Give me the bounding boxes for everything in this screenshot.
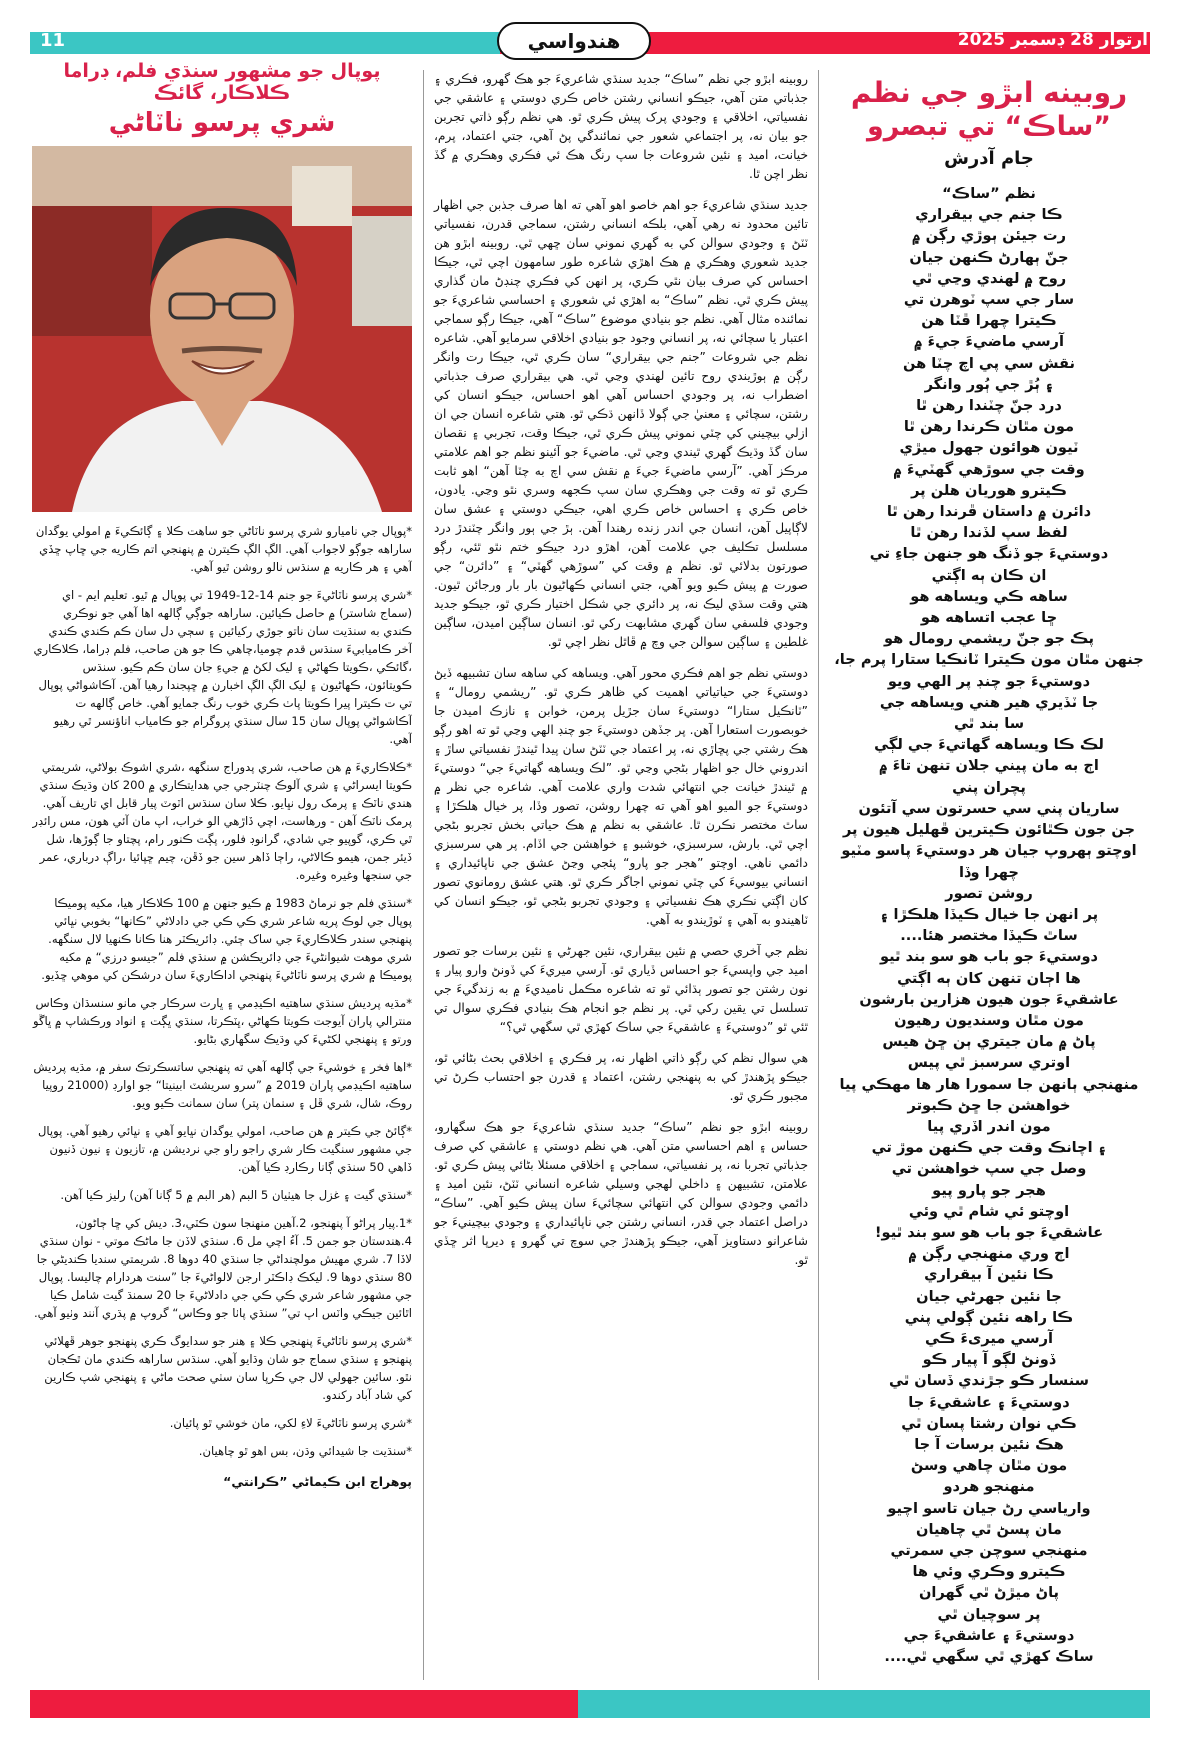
profile-paragraph: *سنڌي فلم جو نرماڻ 1983 ۾ ڪيو جنهن ۾ 100 ڪلاڪار هيا، مکيه پوميڪا پوپال جي لوڪ پريه شاعر شري ڪي ڪي جي دادلاڻي ”ڪانها“ بخوبي نڀائي پنهنجي سندر ڪلاڪاريءَ جي ساک ڄئي. ڊائريڪٽر هنا ڪانا ڪنهيا لال سنگهه. شري موهت شيوانڻيءَ جي ڊائريڪشن ۾ سنڌي فلم ”جيسو درزي“ ۾ مکيه پوميڪا ۾ شري پرسو ناٽاڻيءَ پنهنجي اداڪاريءَ سان درشڪن کي موهي ڇڏيو. bbox=[41, 896, 412, 982]
poem-line: ڏونڻ لڳو آ پيار ڪو bbox=[922, 1351, 1056, 1369]
poem-line: ڪيترا چهرا ڦٽا هن bbox=[921, 312, 1057, 330]
poem-body bbox=[830, 183, 1148, 1667]
poem-line: سا بند ٿي bbox=[953, 715, 1025, 733]
poem-line: وصل جي سپ خواهشن تي bbox=[891, 1160, 1087, 1178]
poem-line: ۽ اچانڪ وقت جي ڪنهن موڙ تي bbox=[871, 1139, 1107, 1157]
poem-line: چهرا وڏا bbox=[959, 863, 1019, 881]
masthead-logo: هندواسي bbox=[497, 22, 651, 60]
profile-paragraph: *شري پرسو ناٽاڻيءَ پنهنجي ڪلا ۽ هنر جو سدايوگ ڪري پنهنجو جوهر ڦهلائي پنهنجو ۽ سنڌي سماج جو شان وڌايو آهي. سنڌس ساراهه ڪندي مان ٿڪجان نٿو. سائين جهولي لال جي ڪرپا سان سٺي صحت ماڻي ۽ پنهنجي شپ ڪارين کي شاد آباد رکندو. bbox=[44, 1334, 412, 1402]
poem-line: عاشقيءَ جون هيون هزارين بارشون bbox=[859, 990, 1119, 1008]
poem-line: ساڪ کهڙي ٿي سگهي ٿي.... bbox=[884, 1648, 1094, 1666]
poem-line: سار جي سپ ٽوهرن تي bbox=[903, 291, 1075, 309]
portrait-illustration bbox=[32, 146, 412, 512]
profile-paragraph: *ڳائڻ جي ڪيتر ۾ هن صاحب، امولي يوگدان نڀايو آهي ۽ نڀائي رهيو آهي. پوپال جي مشهور سنگيت ڪار شري راجو راو جي نرديشن ۾، تازيون ۽ نيون ڏنيون ڏاهي 50 سنڌي ڳانا رڪارڊ ڪيا آهن. bbox=[37, 1124, 412, 1174]
byline: جام آدرش bbox=[944, 148, 1034, 169]
poem-line: ساريان پني سي حسرتون سي آتئون bbox=[858, 799, 1120, 817]
poem-line: لفظ سپ لڏندا رهن ٿا bbox=[910, 524, 1068, 542]
poem-line: نظم ”ساڪ“ bbox=[942, 185, 1036, 202]
poem-line: ڪيترو هوريان هلن پر bbox=[911, 481, 1067, 499]
profile-paragraph: *شري پرسو ناٽاڻيءَ جو جنم 14-12-1949 تي پوپال ۾ ٿيو. تعليم ايم - اي (سماج شاستر) ۾ حاصل ڪيائين. ساراهه جوڳي ڳالهه اها آهي جو نوڪري ڪندي به سنڌيت سان ناتو جوڙي رکيائين ۽ سڄي دل سان ڪم ڪندي ڪندي آخر ڪاميابيءَ سنڌس قدم چوميا،چاهي ڪا جو هن صاحب، فلم ڊراما، ڪلاڪاري ،گائڪي ،ڪويتا ڪهاڻي ۽ ليک لکڻ ۾ جيءِ جان سان ڪم ڪيو. سنڌس ڪويتائون، ڪهاڻيون ۽ ليک الڳ الڳ اخبارن ۾ ڇپجندا رهيا آهن. آڪاشواڻي پوپال تي ت ڪيترا پيرا ڪويتا پاٺ ڪري خوب رنگ جمايو آهي. خاص ڳالهه ت آڪاشواڻي پوپال سان 15 سال سنڌي پروگرام جو ڪامياب اناؤنسر ٿي رهيو آهي. bbox=[33, 588, 412, 746]
poem-line: هجر جو پارو پيو bbox=[932, 1181, 1046, 1199]
profile-paragraph: *پوپال جي ناميارو شري پرسو ناٽاڻي جو ساهت ڪلا ۽ ڳائڪيءَ ۾ امولي يوگدان ساراهه جوڳو لاجواب آهي. الڳ الڳ ڪيترن ۾ پنهنجي اتم ڪاريه جي ڇاپ ڇڏي آهي ۽ هر ڪاريه ۾ سنڌس نالو روشن ٿيو آهي. bbox=[35, 524, 412, 574]
article-paragraph: روبينه ابڙو جي نظم ”ساڪ“ جديد سنڌي شاعريءَ جو هڪ گهرو، فڪري ۽ جذباتي متن آهي، جيڪو انساني رشتن خاص ڪري دوستي ۽ عاشقي جي نفسياتي، اخلاقي ۽ وجودي پرک پيش ڪري ٿو. هي نظم رڳو ذاتي تجربن جو بيان نه، پر اجتماعي شعور جي نمائندگي پڻ آهي، جتي اعتماد، پرم، خيانت، اميد ۽ نئين شروعات جا سپ رنگ هڪ ئي فڪري وهڪري ۾ گڏ نظر اچن ٿا. bbox=[434, 72, 808, 181]
poem-line: رت جيئن ٻوڙي رڳن ۾ bbox=[912, 227, 1066, 245]
poem-line: مون مٿان چاهي وسڻ bbox=[910, 1457, 1068, 1475]
poem-line: اڄ وري منهنجي رڳن ۾ bbox=[908, 1245, 1070, 1263]
poem-line: اڄ به مان پيني جلان تنهن تاءَ ۾ bbox=[879, 757, 1099, 775]
signature: پوهراج ابن ڪيماڻي ”ڪرانتي“ bbox=[223, 1474, 412, 1489]
poem-line: ڇا عجب اتساهه هو bbox=[920, 609, 1058, 627]
profile-paragraph: *اها فخر ۽ خوشيءَ جي ڳالهه آهي ته پنهنجي ساتسڪرتڪ سفر ۾، مڌيه پرديش ساهتيه اڪيڊمي پاران 2019 ۾ ”سرو سريشٽ ابينيتا“ جو اوارڊ (21000 روپيا روڪ، شال، شري ڦل ۽ سنمان پتر) سان سمانت ڪيو ويو. bbox=[33, 1060, 412, 1110]
poem-column bbox=[830, 72, 1148, 1682]
poem-line: وارياسي رڻ جيان تاسو اچيو bbox=[887, 1499, 1091, 1517]
profile-paragraph: *سنڌي گيت ۽ غزل جا هيٺيان 5 البم (هر البم ۾ 5 ڳانا آهن) رليز ڪيا آهن. bbox=[60, 1188, 412, 1202]
poem-line: سنسار ڪو جڙندي ڏسان ٿي bbox=[888, 1372, 1090, 1390]
poem-line: ڪا نئين آ بيقراري bbox=[924, 1266, 1054, 1284]
poem-line: اوچتو ئي شام ٿي وئي bbox=[908, 1202, 1070, 1220]
poem-line: ڪي نوان رشتا پسان ٿي bbox=[901, 1414, 1077, 1432]
review-article bbox=[423, 70, 819, 1680]
poem-line: ساٿ ڪيڏا مختصر هئا.... bbox=[900, 927, 1078, 945]
poem-line: ڪا جنم جي بيقراري bbox=[915, 206, 1063, 224]
footer-bar-teal bbox=[578, 1690, 1150, 1718]
poem-line: دوستيءَ ۽ عاشقيءَ جا bbox=[908, 1393, 1070, 1411]
poem-line: هڪ نئين برسات آ جا bbox=[914, 1435, 1064, 1453]
poem-line: ان ڪان ٻه اڳتي bbox=[931, 566, 1047, 584]
poem-line: پڪ جو جنّ ريشمي رومال هو bbox=[884, 630, 1094, 648]
profile-heading-line1: پوپال جو مشهور سنڌي فلم، ڊراما ڪلاڪار، گائڪ bbox=[63, 60, 381, 104]
poem-line: منهنجي سوچن جي سمرتي bbox=[890, 1542, 1088, 1559]
poem-line: جنّ ٻهارڻ ڪنهن جيان bbox=[909, 248, 1069, 266]
poem-line: نقش سي پي اچ چٽا هن bbox=[902, 354, 1076, 372]
poem-line: ٽيون هوائون جهول ميڙي bbox=[899, 439, 1079, 457]
profile-paragraph: *مڌيه پرديش سنڌي ساهتيه اڪيڊمي ۽ ڀارت سرڪار جي مانو سنسڌان وڪاس منترالي پاران آيوجت ڪويتا ڪهاڻي ،ڀٽڪرتا، سنڌي ڀڳت ۽ انواد ورڪشاپ ۾ ڀاڱو ورتو ۽ پنهنجي لکڻيءَ کي وڌيڪ سگهاري بڻايو. bbox=[32, 996, 412, 1046]
profile-paragraph: *1.پيار پراڻو آ پنهنجو، 2.آهين منهنجا سون ڪٽي،3. ديش کي ڇا ڄاڻون، 4.هندستان جو جمن 5. آءُ اچي مل 6. سنڌي لاڏن جا ماڻڪ موتي - نوان سنڌي لاڏا 7. شري مهيش مولچنداڻي جا سنڌي 40 دوها 8. شريمتي سنديا ڪنديڻي جا 80 سنڌي دوها 9. ليکڪ ڊاڪٽر ارجن لالواڻيءَ جا ”سنت هردارام چاليسا. پوپال جي مشهور شاعر شري ڪي ڪي جي دادلاڻيءَ جا 20 سمنڌ گيت شامل ڪيا اٿائين جيڪي واٽس اپ تي” سنڌي پاٺا جو وڪاس“ گروپ ۾ پڌري آنند وٺيو آهي. bbox=[33, 1216, 412, 1320]
poem-line: آرسي ميرىءَ ڪي bbox=[924, 1329, 1054, 1347]
poem-line: دوستيءَ جو ڏنگ هو جنهن جاءِ تي bbox=[869, 545, 1109, 563]
poem-heading-line1: روبينه ابڙو جي نظم bbox=[850, 76, 1128, 109]
poem-line: مون مٿان وسنديون رهيون bbox=[894, 1011, 1084, 1029]
portrait-photo bbox=[32, 146, 412, 512]
poem-line: پر انهن جا خيال ڪيڏا هلڪڙا ۽ bbox=[879, 905, 1099, 923]
profile-paragraph: *سنڌيت جا شيدائي وڌن، بس اهو ٿو چاهيان. bbox=[198, 1444, 412, 1458]
profile-body bbox=[32, 522, 412, 1489]
article-paragraph: روبينه ابڙو جو نظم ”ساڪ“ جديد سنڌي شاعريءَ جو هڪ سگهارو، حساس ۽ اهم احساسي متن آهي. هي نظم دوستي ۽ عاشقي کي صرف جذباتي تجربا نه، پر نفسياتي، سماجي ۽ اخلاقي مسئلا بڻائي پيش ڪري ٿو. علامتن، تشبيهن ۽ داخلي لهجي وسيلي شاعره انساني ٽٽڻ، نئين اميد ۽ دائمي وجودي سوالن کي انتهائي سچائيءَ سان پيش ڪيو آهي. ”ساڪ“ دراصل اعتماد جي قدر، انساني رشتن جي ناپائيداري ۽ وجودي بيچينيءَ جو شاعرانو دستاويز آهي، جيڪو پڙهندڙ جي سوچ تي گهرو ۽ ديرپا اثر ڇڏي ٿو. bbox=[434, 1120, 808, 1267]
footer-bar bbox=[30, 1690, 1150, 1718]
poem-line: منهنجي ٻانهن جا سمورا هار ها مهڪي پيا bbox=[839, 1075, 1139, 1093]
poem-line: ۽ ٻُڙ جي ٻُور وانگر bbox=[924, 375, 1054, 393]
profile-paragraph: *ڪلاڪاريءَ ۾ هن صاحب، شري پدوراج سنگهه ،شري اشوڪ بولاڻي، شريمتي ڪويتا ايسراڻي ۽ شري آلوڪ چنٽرجي جي هدايتڪاري ۾ 200 کان وڌيڪ سنڌي هندي ناٽڪ ۽ پرمک رول نڀايو. ڪلا سان سنڌس اٽوٽ پيار قابل اي تاريف آهي. پرمک ناٽڪ آهن - ورهاست، اچي ڏاڙهي الو خراب، اپ مان آئي هون، مس رائڊر ٿي ڪري، گوپيو جي شادي، گرانوڊ فلور، پڳت ڪنور رام، پچتاو جا ڳوڙها، شل ڏيئر جمن، هيمو ڪالاڻي، راڄا ڏاهر سين جو ڏڦن، چيم ڇپائيا ،راڳ درباري، عمر جي سنجها وغيره وغيره. bbox=[32, 760, 412, 882]
poem-line: پاڻ ميڙڻ ٿي گهران bbox=[918, 1584, 1060, 1602]
poem-line: دائرن ۾ داستان ڦرندا رهن ٿا bbox=[886, 503, 1092, 521]
profile-article bbox=[32, 58, 412, 1688]
poem-line: منهنجو هردو bbox=[943, 1478, 1035, 1496]
poem-line: دوستيءَ جو چنڊ پر الهي ويو bbox=[887, 672, 1091, 690]
poem-line: درد جنّ چٽندا رهن ٿا bbox=[916, 397, 1062, 415]
poem-line: روح ۾ لهندي وڃي ٿي bbox=[911, 269, 1067, 287]
article-paragraph: هي سوال نظم کي رڳو ذاتي اظهار نه، پر فڪري ۽ اخلاقي بحث بڻائي ٿو، جيڪو پڙهندڙ کي به پنهنجي رشتن، اعتماد ۽ قدرن جو احتساب ڪرڻ تي مجبور ڪري ٿو. bbox=[434, 1051, 808, 1103]
article-paragraph: دوستي نظم جو اهم فڪري محور آهي. ويساهه کي ساهه سان تشبيهه ڏيڻ دوستيءَ جي حياتياتي اهميت کي ظاهر ڪري ٿو. ”ريشمي رومال“ ۽ ”ٽانڪيل ستارا“ دوستيءَ سان جڙيل پرمن، خوابن ۽ نازڪ اميدن جا خوبصورت استعارا آهن. پر جڏهن دوستيءَ جو چنڊ الهي وڃي ٿو ته اهو رڳو هڪ رشتي جي پڇاڙي نه، پر اعتماد جي ٽٽڻ سان پيدا ٿيندڙ نفسياتي ساڙ ۽ اندروني خال جو اظهار بڻجي وڃي ٿو. ”لڪ ويساهه گهاتيءَ جي“ دوستيءَ ۾ ٿيندڙ خيانت جي انتهائي شدت واري علامت آهي. شاعره جي نظر ۾ دوستيءَ جو الميو اهو آهي ته چهرا روشن، تصور وڏا، پر خيال هلڪڙا ۽ ساٿ مختصر نڪرن ٿا. عاشقي به نظم ۾ هڪ حياتي بخش تجربو بڻجي اچي ٿي. بارش، سرسبزي، خوشبو ۽ خواهشن جي اڏام. پر هي سرسبزي دائمي ناهي. اوچتو ”هجر جو پارو“ پئجي وڃڻ عشق جي ناپائيداري ۽ انساني بيوسيءَ کي چٽي نموني اجاگر ڪري ٿو. هتي عشق رومانوي تصور کان اڳتي نڪري هڪ نفسياتي ۽ وجودي تجربو بڻجي ٿو، جيڪو انسان کي ٽاهيندو به آهي ۽ ٽوڙيندو به آهي. bbox=[434, 666, 808, 927]
poem-line: دوستيءَ ۽ عاشقيءَ جي bbox=[903, 1626, 1075, 1644]
poem-line: پچران پني bbox=[952, 778, 1026, 796]
poem-line: اوچتو ٻهروپ جيان هر دوستيءَ پاسو مٽيو bbox=[841, 842, 1137, 860]
article-paragraph: جديد سنڌي شاعريءَ جو اهم خاصو اهو آهي ته اها صرف جذبن جي اظهار تائين محدود نه رهي آهي، بلڪه انساني رشتن، سماجي قدرن، نفسياتي ٽٽڻ ۽ وجودي سوالن کي به گهري نموني سان ڇهي ٿي. روبينه ابڙو هن جديد شعوري وهڪري ۾ هڪ اهڙي شاعره طور سامهون اچي ٿي، جيڪا احساس کي صرف بيان نٿي ڪري، پر انهن کي فڪري چنڊڻ مان گذاري پيش ڪري ٿي. نظم ”ساڪ“ به اهڙي ئي شعوري ۽ احساسي شاعريءَ جو نمائنده مثال آهي. نظم جو بنيادي موضوع ”ساڪ“ آهي، جيڪا رڳو سماجي اعتبار يا سچائي نه، پر انساني وجود جو بنيادي اخلاقي سرمايو آهي. شاعره نظم جي شروعات ”جنم جي بيقراري“ سان ڪري ٿي، جيڪا رت وانگر رڳن ۾ ٻوڙيندي روح تائين لهندي وڃي ٿي. هي بيقراري صرف جذباتي اضطراب نه، پر وجودي احساس آهي اهو احساس، جيڪو انسان کي رشتن، سچائي ۽ معنيٰ جي ڳولا ڏانهن ڌڪي ٿو. هتي شاعره انسان جي ان ازلي بيچيني کي چٽي نموني پيش ڪري ٿي، جيڪا وقت، تجربي ۽ نقصان سان گڏ وڌيڪ گهري ٿيندي وڃي ٿي. ماضيءَ جو آئينو نظم جو اهم علامتي مرڪز آهي. ”آرسي ماضيءَ جيءَ ۾ نقش سي اچ به چٽا آهن“ اهو ثابت ڪري ٿو ته وقت جي وهڪري سان سپ ڪجهه وسري نٿو وڃي. يادون، خاص ڪري ۽ احساس خاص ڪري اهي، جيڪي دوستي ۽ عشق سان لاڳاپيل آهن، انسان جي اندر زنده رهندا آهن. ٻڙ جي ٻور وانگر چٽندڙ درد مسلسل تڪليف جي علامت آهن، اهڙو درد جيڪو ختم نٿو ٿئي، رڳو صورتون بدلائي ٿو. نظم ۾ وقت کي ”سوڙهي گهٽي“ ۽ ”دائرن“ جي صورت ۾ پيش ڪيو ويو آهي، جتي انساني ڪهاڻيون بار بار ورجائن ٿيون. هتي وقت سڌي ليڪ نه، پر دائري جي شڪل اختيار ڪري ٿو، جيڪو جديد وجودي فلسفي سان گهري مشابهت رکي ٿو. انسان ساڳين اميدن، ساڳين غلطين ۽ ساڳين سوالن جي وچ ۾ ڦاٿل نظر اچي ٿو. bbox=[434, 198, 808, 649]
poem-line: ها اڄان تنهن کان ٻه اڳتي bbox=[897, 969, 1081, 987]
poem-line: خواهشن جا ڇڻ ڪبوتر bbox=[907, 1096, 1071, 1114]
poem-line: عاشقيءَ جو باب هو سو بند ٿيو! bbox=[874, 1223, 1104, 1241]
poem-line: مون اندر اڏري پيا bbox=[927, 1117, 1051, 1135]
footer-bar-red bbox=[30, 1690, 578, 1718]
issue-date: آرتوار 28 ڊسمبر 2025 bbox=[957, 30, 1148, 50]
page-number: 11 bbox=[40, 30, 66, 51]
profile-heading-line2: شري پرسو ناٽاڻي bbox=[108, 108, 336, 138]
poem-line: مان پسڻ ٿي چاهيان bbox=[916, 1520, 1062, 1538]
poem-heading-line2: ”ساڪ“ تي تبصرو bbox=[866, 111, 1112, 142]
poem-line: ڪيترو وڪري وئي ها bbox=[912, 1563, 1066, 1581]
poem-line: جن جون ڪٿائون ڪيترين ڦهليل هيون پر bbox=[842, 821, 1136, 839]
poem-line: پر سوچيان ٿي bbox=[937, 1605, 1041, 1623]
poem-line: پاڻ ۾ مان جيتري ٻن ڇڻ هيس bbox=[882, 1033, 1096, 1051]
profile-paragraph: *شري پرسو ناٽاڻيءَ لاءِ لکي، مان خوشي ٿو پائيان. bbox=[169, 1416, 412, 1430]
poem-line: ڪا راهه نئين ڳولي پني bbox=[904, 1308, 1074, 1326]
poem-line: دوستيءَ جو باب هو سو بند ٿيو bbox=[879, 948, 1099, 966]
poem-line: وقت جي سوڙهي گهٽيءَ ۾ bbox=[893, 460, 1085, 478]
poem-line: جا ٽڏيري هير هني ويساهه جي bbox=[879, 693, 1099, 711]
poem-line: لڪ ڪا ويساهه گهاتيءَ جي لڳي bbox=[874, 736, 1104, 754]
header-bar-teal bbox=[30, 32, 500, 54]
poem-line: ساهه ڪي ويساهه هو bbox=[910, 587, 1068, 605]
poem-line: روشن تصور bbox=[945, 884, 1033, 902]
poem-line: اوتري سرسبز ٿي پيس bbox=[907, 1054, 1071, 1072]
poem-line: آرسي ماضيءَ جيءَ ۾ bbox=[914, 333, 1064, 351]
poem-line: جا نئين جهرڻي جيان bbox=[916, 1287, 1062, 1305]
article-paragraph: نظم جي آخري حصي ۾ نئين بيقراري، نئين جهرڻي ۽ نئين برسات جو تصور اميد جي واپسيءَ جو احساس ڏياري ٿو. آرسي ميريءَ کي ڏونڻ وارو پيار ۽ نون رشتن جو تصور ٻڌائي ٿو ته شاعره مڪمل ناميديءَ ۾ به زندگيءَ جي تسلسل تي يقين رکي ٿي. پر نظم جو انجام هڪ بنيادي فڪري سوال تي ٿئي ٿو ”دوستيءَ ۽ عاشقيءَ جي ساڪ کهڙي ٿي سگهي ٿي؟“ bbox=[434, 944, 808, 1034]
poem-line: مون مٿان ڪرندا رهن ٿا bbox=[903, 418, 1075, 436]
poem-line: جنهن مٿان مون ڪيترا ٽانڪيا ستارا پرم جا، bbox=[834, 651, 1144, 669]
